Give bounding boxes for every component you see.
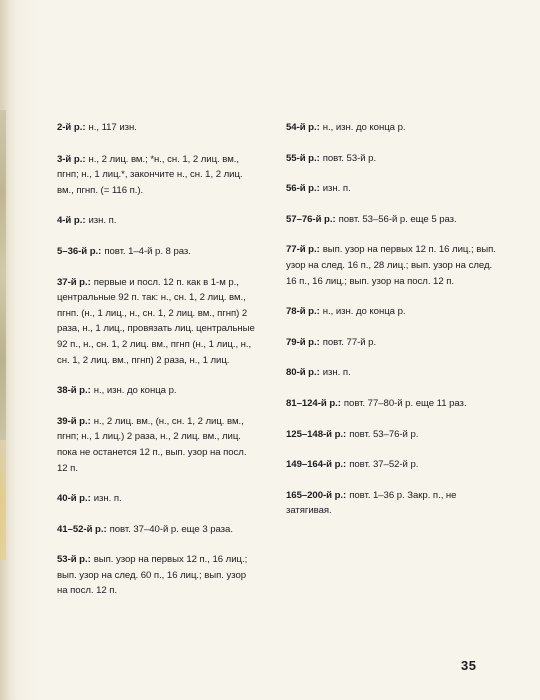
row-entry <box>286 120 501 136</box>
row-entry <box>57 552 257 599</box>
row-label: 39-й р.: <box>57 415 91 427</box>
row-text: повт. 53–76-й р. <box>349 428 419 440</box>
row-entry <box>57 522 257 538</box>
row-entry <box>57 244 257 260</box>
page-number: 35 <box>461 658 477 673</box>
row-text: повт. 37–52-й р. <box>349 459 419 471</box>
row-text: повт. 1–4-й р. 8 раз. <box>104 245 191 257</box>
row-entry <box>286 212 501 228</box>
row-entry <box>286 457 501 473</box>
row-text: повт. 77-й р. <box>322 336 377 348</box>
row-label: 53-й р.: <box>57 554 91 566</box>
row-text: вып. узор на первых 12 п., 16 лиц.; вып. узор на след. 60 п., 16 лиц.; вып. узор на посл. 12 п. <box>57 554 248 597</box>
row-label: 55-й р.: <box>286 152 320 164</box>
row-label: 5–36-й р.: <box>57 245 102 257</box>
row-entry <box>286 335 501 351</box>
row-entry <box>286 304 501 320</box>
row-entry <box>286 181 501 197</box>
row-text: повт. 53–56-й р. еще 5 раз. <box>338 213 457 225</box>
row-text: изн. п. <box>88 215 117 227</box>
row-label: 56-й р.: <box>286 183 320 195</box>
row-label: 4-й р.: <box>57 215 86 227</box>
row-entry <box>286 488 501 519</box>
row-label: 80-й р.: <box>286 367 320 379</box>
row-text: повт. 1–36 р. Закр. п., не затягивая. <box>286 489 457 517</box>
row-text: н., 117 изн. <box>88 122 137 133</box>
row-entry <box>57 152 257 199</box>
row-entry <box>286 242 501 289</box>
row-entry <box>57 414 257 476</box>
row-text: изн. п. <box>322 367 351 379</box>
row-entry <box>286 427 501 443</box>
row-text: повт. 77–80-й р. еще 11 раз. <box>343 397 467 409</box>
row-label: 37-й р.: <box>57 276 91 288</box>
row-entry <box>57 383 257 399</box>
row-label: 79-й р.: <box>286 336 320 348</box>
row-label: 2-й р.: <box>57 122 86 133</box>
right-column <box>286 120 501 519</box>
row-entry <box>57 275 257 369</box>
row-entry <box>57 213 257 229</box>
row-text: повт. 53-й р. <box>322 152 377 164</box>
row-entry <box>57 491 257 507</box>
row-text: н., 2 лиц. вм., (н., сн. 1, 2 лиц. вм., пгнп; н., 1 лиц.) 2 раза, н., 2 лиц. вм., лиц. пока не останется 12 п., вып. узор на посл. 12 п. <box>57 415 247 474</box>
row-label: 57–76-й р.: <box>286 213 336 225</box>
row-entry <box>286 365 501 381</box>
row-label: 78-й р.: <box>286 306 320 318</box>
row-text: н., изн. до конца р. <box>322 122 406 133</box>
row-entry <box>286 396 501 412</box>
row-entry <box>57 120 257 136</box>
row-label: 149–164-й р.: <box>286 459 347 471</box>
row-label: 54-й р.: <box>286 122 320 133</box>
row-text: н., изн. до конца р. <box>93 385 177 397</box>
row-text: изн. п. <box>322 183 351 195</box>
row-label: 81–124-й р.: <box>286 397 341 409</box>
spine-shadow-lower <box>0 440 6 560</box>
row-entry <box>286 151 501 167</box>
row-label: 41–52-й р.: <box>57 523 107 535</box>
row-text: повт. 37–40-й р. еще 3 раза. <box>109 523 233 535</box>
row-text: вып. узор на первых 12 п. 16 лиц.; вып. узор на след. 16 п., 28 лиц.; вып. узор на след. 16 п., 16 лиц.; вып. узор на посл. 12 п. <box>286 244 496 287</box>
row-label: 3-й р.: <box>57 153 86 165</box>
row-text: н., изн. до конца р. <box>322 306 406 318</box>
row-label: 77-й р.: <box>286 244 320 256</box>
row-label: 38-й р.: <box>57 385 91 397</box>
row-label: 40-й р.: <box>57 493 91 505</box>
row-label: 125–148-й р.: <box>286 428 347 440</box>
row-text: первые и посл. 12 п. как в 1-м р., центральные 92 п. так: н., сн. 1, 2 лиц. вм., пгнп. (н., 1 лиц., н., сн. 1, 2 лиц. вм., пгнп) 2 раза, н., 1 лиц., провязать лиц. центральные 92 п., н., сн. 1, 2 лиц. вм., пгнп (н., 1 лиц., н., сн. 1, 2 лиц. вм., пгнп) 2 раза, н., 1 лиц. <box>57 276 255 366</box>
row-label: 165–200-й р.: <box>286 489 347 501</box>
row-text: н., 2 лиц. вм.; *н., сн. 1, 2 лиц. вм., пгнп; н., 1 лиц.*, закончите н., сн. 1, 2 лиц. вм., пгнп. (= 116 п.). <box>57 153 243 196</box>
left-column <box>57 120 257 599</box>
row-text: изн. п. <box>93 493 122 505</box>
spine-shadow <box>0 110 6 440</box>
